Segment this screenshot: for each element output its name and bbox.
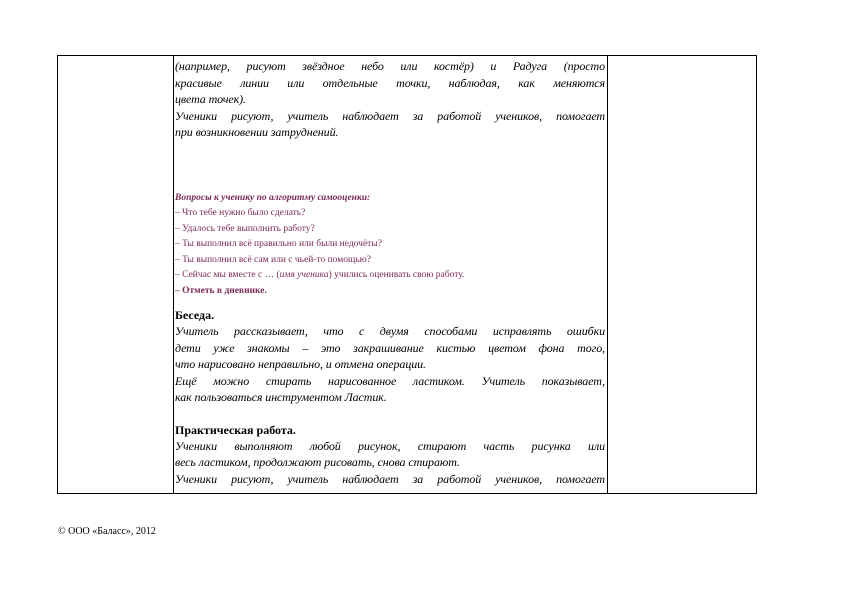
question-item: – Ты выполнил всё правильно или были недочёты? <box>175 239 382 249</box>
text-line: красивые линии или отдельные точки, наблюдая, как меняются <box>175 75 605 90</box>
question-item: – Сейчас мы вместе с … (имя ученика) учились оценивать свою работу. <box>175 270 465 280</box>
question-item: – Ты выполнил всё сам или с чьей-то помощью? <box>175 254 371 265</box>
question-item: – Что тебе нужно было сделать? <box>175 208 306 218</box>
text-line: цвета точек). <box>175 92 246 106</box>
column-divider-right <box>607 56 608 493</box>
text-line: Ученики рисуют, учитель наблюдает за работой учеников, помогает <box>175 108 605 123</box>
section-heading-practical-work: Практическая работа. <box>175 422 296 437</box>
text-line: дети уже знакомы – это закрашивание кистью цветом фона того, <box>175 340 605 355</box>
text-line: Ученики рисуют, учитель наблюдает за работой учеников, помогает <box>175 471 605 486</box>
questions-title: Вопросы к ученику по алгоритму самооценки: <box>175 192 371 203</box>
self-assessment-questions <box>175 191 605 300</box>
text-line: как пользоваться инструментом Ластик. <box>175 390 387 404</box>
text-line: Ещё можно стирать нарисованное ластиком. Учитель показывает, <box>175 373 605 388</box>
section-heading-conversation: Беседа. <box>175 308 215 322</box>
text-line: что нарисовано неправильно, и отмена операции. <box>175 357 426 371</box>
activity-cell <box>175 58 605 487</box>
lesson-table <box>57 55 757 494</box>
text-line: весь ластиком, продолжают рисовать, снова стирают. <box>175 455 460 469</box>
text-line: Учитель рассказывает, что с двумя способами исправлять ошибки <box>175 324 605 338</box>
question-item: – Отметь в дневнике. <box>175 285 267 296</box>
text-line: (например, рисуют звёздное небо или костёр) и Радуга (просто <box>175 59 605 73</box>
text-line: при возникновении затруднений. <box>175 125 339 139</box>
text-line: Ученики выполняют любой рисунок, стирают часть рисунка или <box>175 438 605 453</box>
column-divider-left <box>173 56 174 493</box>
question-item: – Удалось тебе выполнить работу? <box>175 223 315 234</box>
copyright-footer: © ООО «Баласс», 2012 <box>58 526 156 537</box>
